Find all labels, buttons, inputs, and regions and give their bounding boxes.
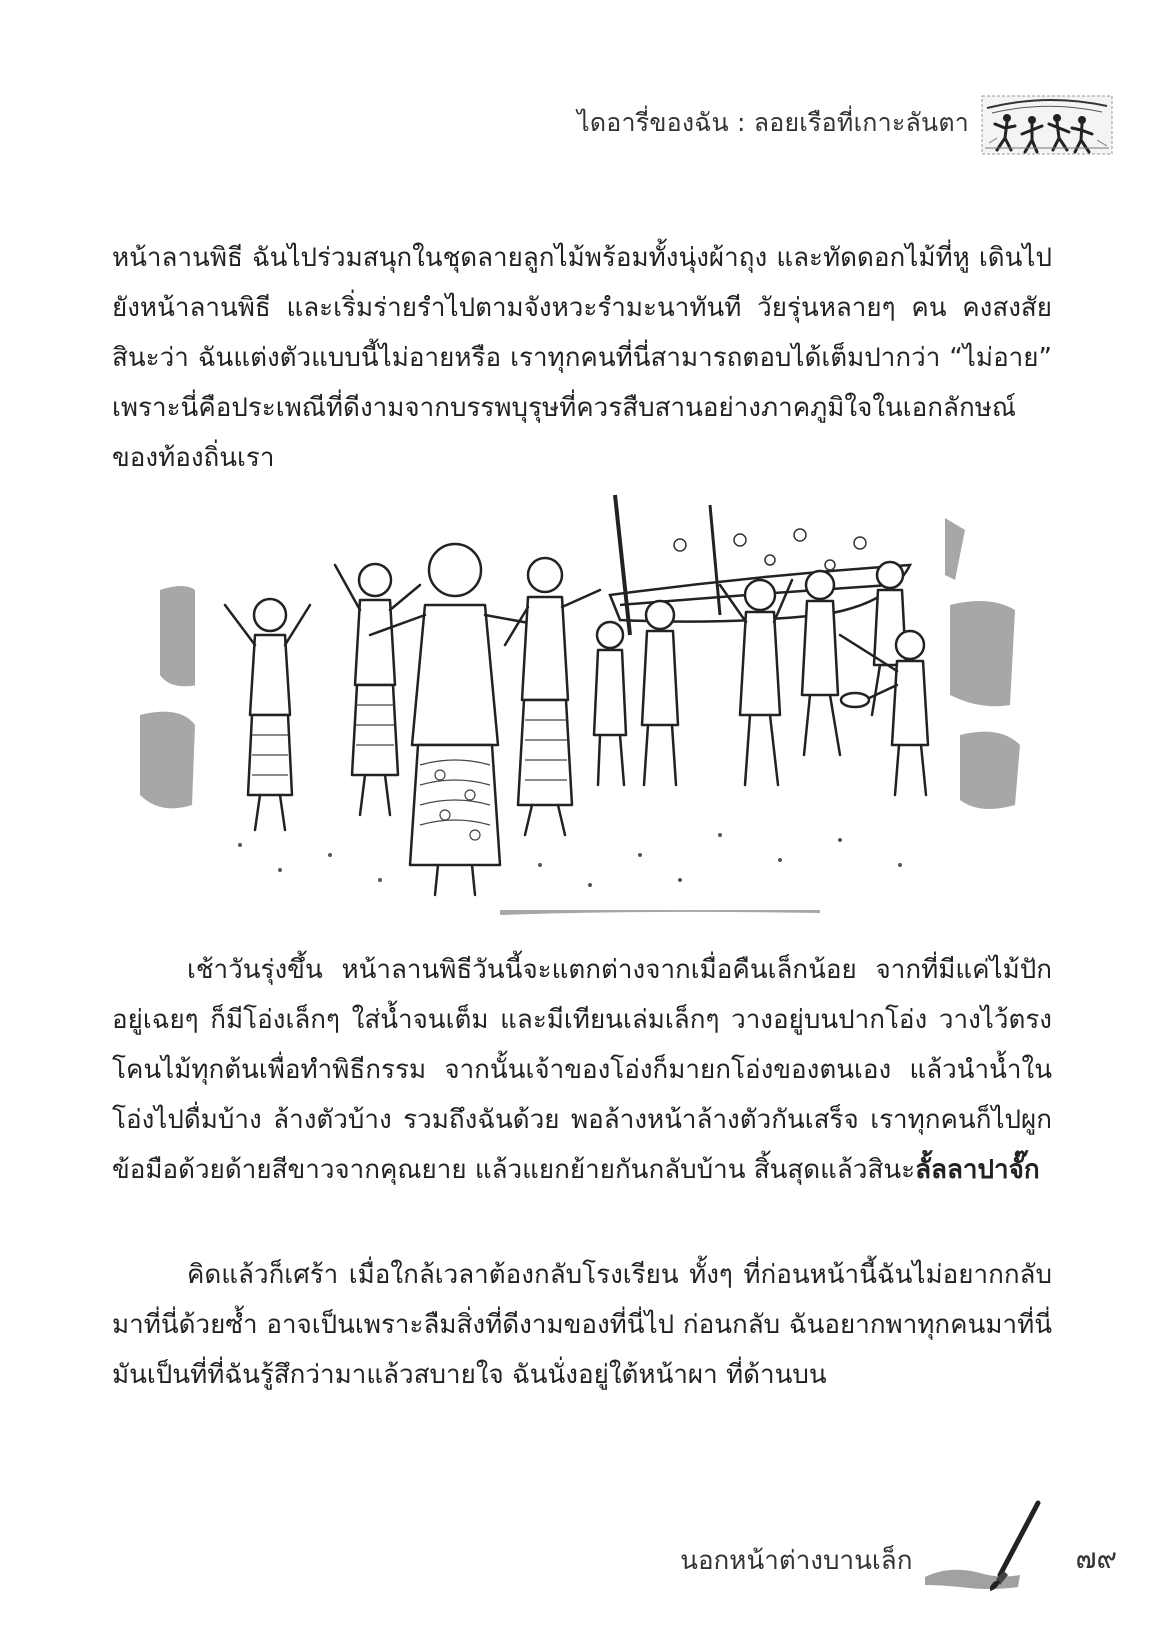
page-header — [577, 88, 1117, 158]
footer-book-title: นอกหน้าต่างบานเล็ก — [680, 1546, 913, 1576]
page-footer — [680, 1485, 1117, 1595]
paintbrush-icon — [920, 1495, 1045, 1595]
header-title: ไดอารี่ของฉัน : ลอยเรือที่เกาะลันตา — [577, 108, 969, 137]
paragraph-2 — [112, 945, 1052, 1195]
paragraph-2-bold-phrase: ลั้ลลาปาจั๊ก — [915, 1155, 1040, 1185]
paragraph-3: คิดแล้วก็เศร้า เมื่อใกล้เวลาต้องกลับโรงเรียน ทั้งๆ ที่ก่อนหน้านี้ฉันไม่อยากกลับมาที่นี่ด้วยซ้ำ อาจเป็นเพราะลืมสิ่งที่ดีงามของที่นี่ไป ก่อนกลับ ฉันอยากพาทุกคนมาที่นี่ มันเป็นที่ที่ฉันรู้สึกว่ามาแล้วสบายใจ ฉันนั่งอยู่ใต้หน้าผา ที่ด้านบน — [112, 1260, 1052, 1390]
dancers-boat-sketch-icon — [977, 88, 1117, 158]
paragraph-1: หน้าลานพิธี ฉันไปร่วมสนุกในชุดลายลูกไม้พร้อมทั้งนุ่งผ้าถุง และทัดดอกไม้ที่หู เดินไปยังหน้าลานพิธี และเริ่มร่ายรำไปตามจังหวะรำมะนาทันที วัยรุ่นหลายๆ คน คงสงสัยสินะว่า ฉันแต่งตัวแบบนี้ไม่อายหรือ เราทุกคนที่นี่สามารถตอบได้เต็มปากว่า “ไม่อาย” เพราะนี่คือประเพณีที่ดีงามจากบรรพบุรุษที่ควรสืบสานอย่างภาคภูมิใจในเอกลักษณ์ของท้องถิ่นเรา — [112, 243, 1052, 473]
festival-dance-boat-illustration — [120, 485, 1040, 950]
page-number: ๗๙ — [1075, 1542, 1117, 1575]
paragraph-2-text: เช้าวันรุ่งขึ้น หน้าลานพิธีวันนี้จะแตกต่างจากเมื่อคืนเล็กน้อย จากที่มีแค่ไม้ปักอยู่เฉยๆ ก็มีโอ่งเล็กๆ ใส่น้ำจนเต็ม และมีเทียนเล่มเล็กๆ วางอยู่บนปากโอ่ง วางไว้ตรงโคนไม้ทุกต้นเพื่อทำพิธีกรรม จากนั้นเจ้าของโอ่งก็มายกโอ่งของตนเอง แล้วนำน้ำในโอ่งไปดื่มบ้าง ล้างตัวบ้าง รวมถึงฉันด้วย พอล้างหน้าล้างตัวกันเสร็จ เราทุกคนก็ไปผูกข้อมือด้วยด้ายสีขาวจากคุณยาย แล้วแยกย้ายกันกลับบ้าน สิ้นสุดแล้วสินะ — [112, 955, 1052, 1185]
